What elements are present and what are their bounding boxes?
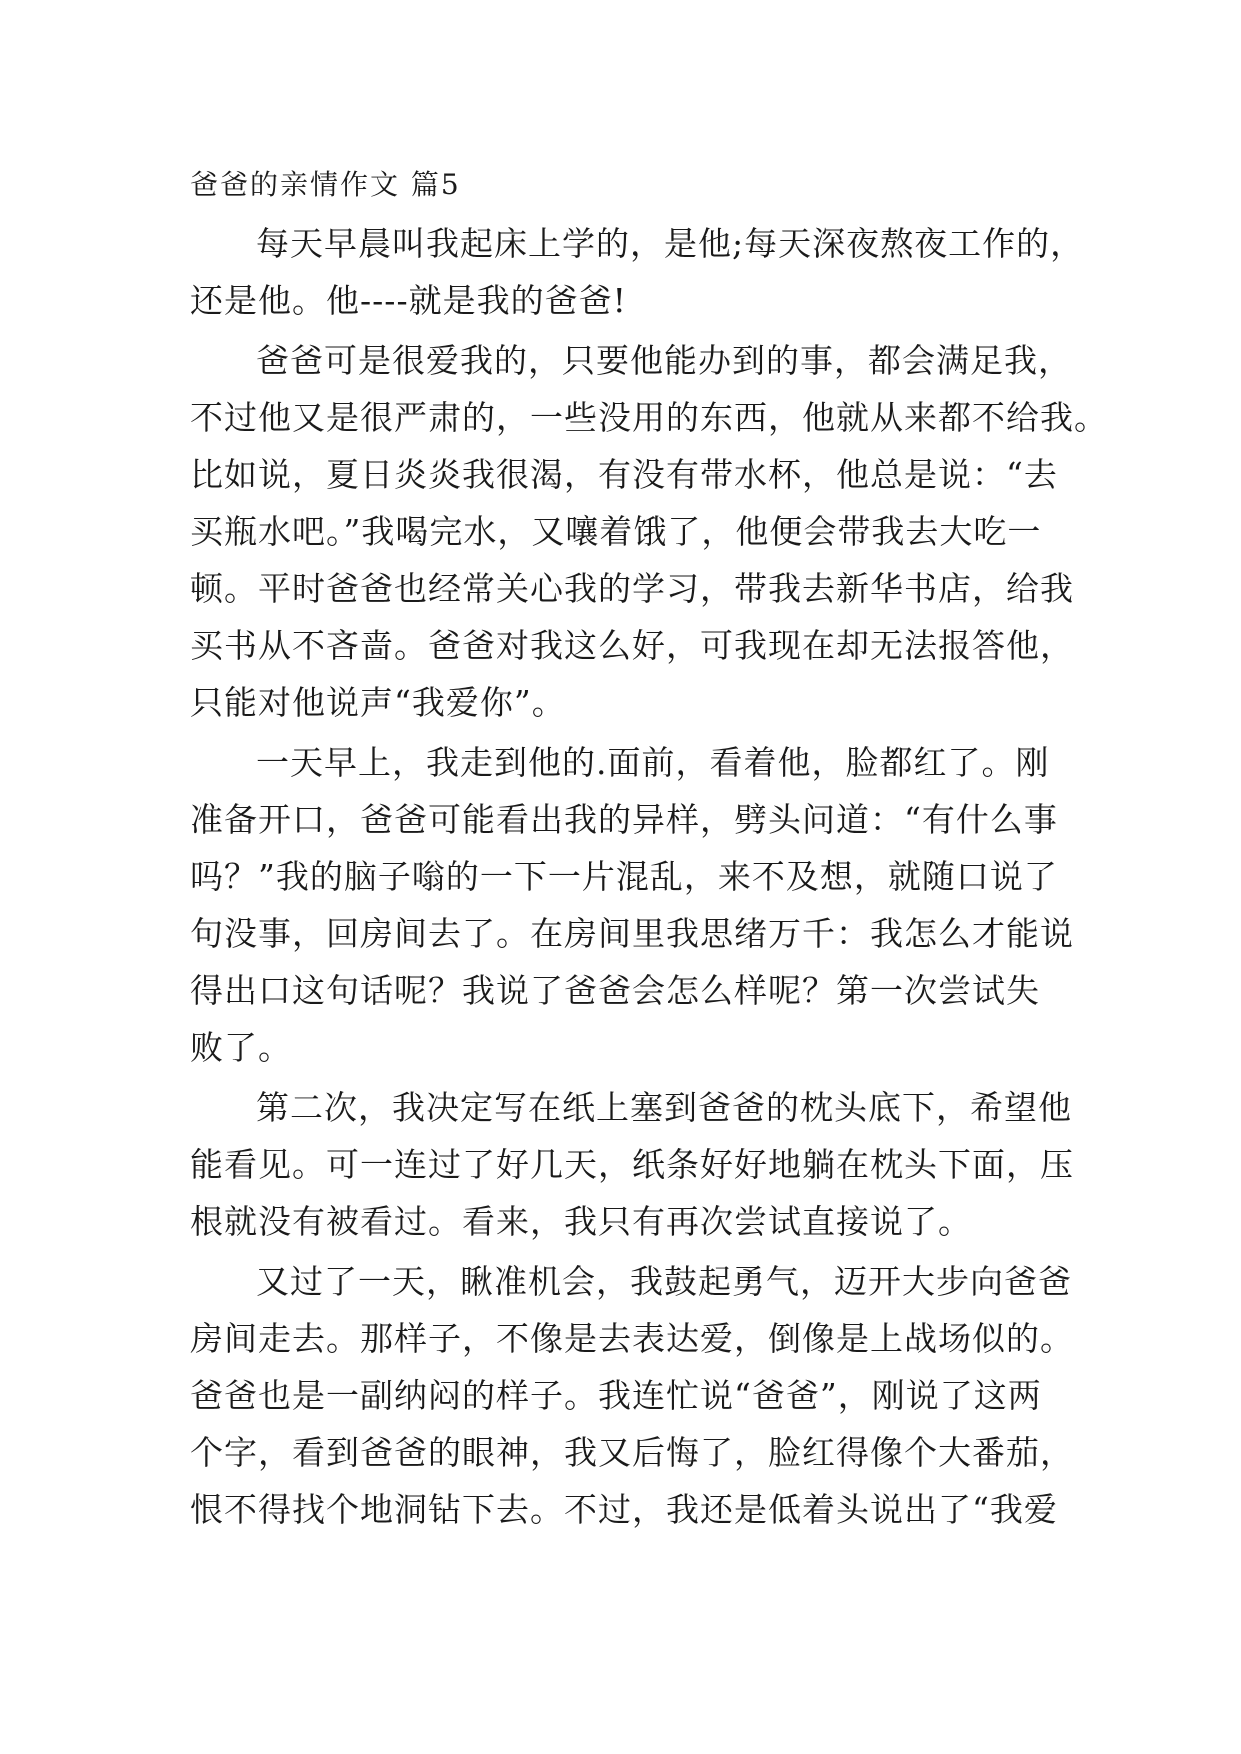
paragraph-5 [190, 1253, 1074, 1538]
text-line: 恨不得找个地洞钻下去。不过，我还是低着头说出了“我爱 [190, 1490, 1058, 1529]
text-line: 吗？”我的脑子嗡的一下一片混乱，来不及想，就随口说了 [190, 857, 1058, 896]
text-line: 个字，看到爸爸的眼神，我又后悔了，脸红得像个大番茄， [190, 1433, 1074, 1472]
text-line: 败了。 [190, 1028, 292, 1067]
document-title: 爸爸的亲情作文 篇5 [190, 168, 461, 201]
text-line: 买书从不吝啬。爸爸对我这么好，可我现在却无法报答他， [190, 626, 1074, 665]
paragraph-4 [190, 1079, 1074, 1250]
text-line: 比如说，夏日炎炎我很渴，有没有带水杯，他总是说：“去 [190, 455, 1058, 494]
text-line: 买瓶水吧。”我喝完水，又嚷着饿了，他便会带我去大吃一 [190, 512, 1042, 551]
text-line: 每天早晨叫我起床上学的，是他;每天深夜熬夜工作的， [256, 224, 1085, 263]
paragraph-2 [190, 332, 1108, 731]
text-line: 一天早上，我走到他的.面前，看着他，脸都红了。刚 [256, 743, 1050, 782]
text-line: 还是他。他----就是我的爸爸! [190, 281, 627, 320]
text-line: 根就没有被看过。看来，我只有再次尝试直接说了。 [190, 1202, 972, 1241]
text-line: 只能对他说声“我爱你”。 [190, 683, 566, 722]
text-line: 第二次，我决定写在纸上塞到爸爸的枕头底下，希望他 [256, 1088, 1072, 1127]
text-line: 爸爸可是很爱我的，只要他能办到的事，都会满足我， [256, 341, 1072, 380]
text-line: 爸爸也是一副纳闷的样子。我连忙说“爸爸”，刚说了这两 [190, 1376, 1042, 1415]
text-line: 得出口这句话呢？我说了爸爸会怎么样呢？第一次尝试失 [190, 971, 1040, 1010]
paragraph-3 [190, 734, 1074, 1076]
document-page [190, 165, 1108, 1541]
text-line: 准备开口，爸爸可能看出我的异样，劈头问道：“有什么事 [190, 800, 1058, 839]
text-line: 顿。平时爸爸也经常关心我的学习，带我去新华书店，给我 [190, 569, 1074, 608]
paragraph-1 [190, 215, 1085, 329]
text-line: 不过他又是很严肃的，一些没用的东西，他就从来都不给我。 [190, 398, 1108, 437]
text-line: 房间走去。那样子，不像是去表达爱，倒像是上战场似的。 [190, 1319, 1074, 1358]
text-line: 句没事，回房间去了。在房间里我思绪万千：我怎么才能说 [190, 914, 1074, 953]
text-line: 又过了一天，瞅准机会，我鼓起勇气，迈开大步向爸爸 [256, 1262, 1072, 1301]
text-line: 能看见。可一连过了好几天，纸条好好地躺在枕头下面，压 [190, 1145, 1074, 1184]
